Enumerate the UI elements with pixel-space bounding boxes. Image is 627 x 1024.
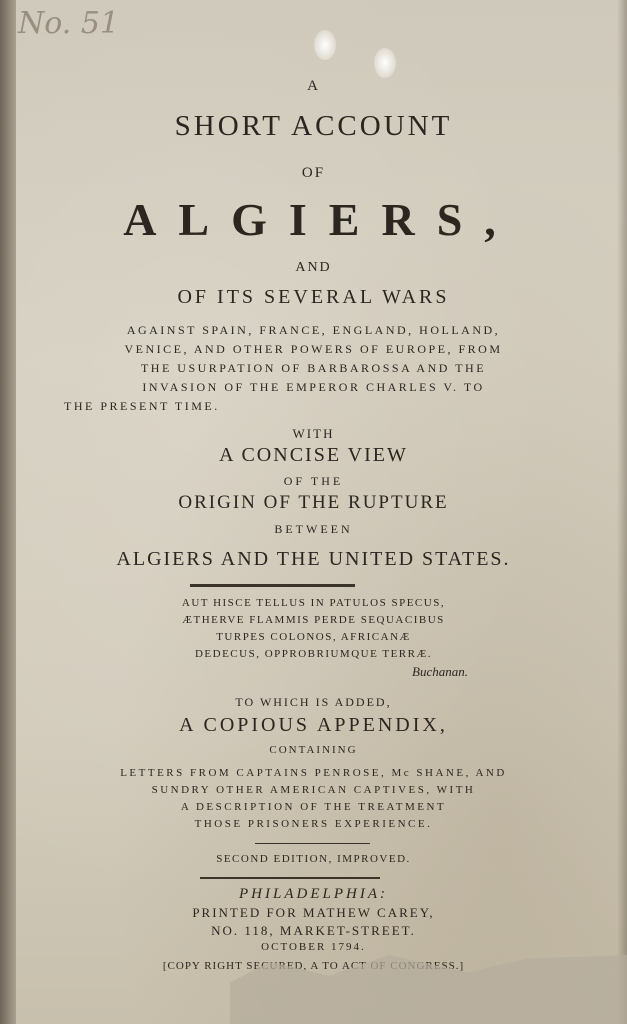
epigraph-author: Buchanan. bbox=[412, 664, 468, 679]
title-algiers: ALGIERS, bbox=[123, 194, 518, 245]
appendix-line: THOSE PRISONERS EXPERIENCE. bbox=[194, 818, 433, 830]
subtitle-line: THE USURPATION OF BARBAROSSA AND THE bbox=[140, 361, 487, 375]
epigraph-line: TURPES COLONOS, AFRICANÆ bbox=[216, 631, 411, 643]
appendix-added: TO WHICH IS ADDED, bbox=[235, 695, 392, 709]
title-several-wars: OF ITS SEVERAL WARS bbox=[177, 286, 450, 308]
title-and: AND bbox=[295, 260, 332, 275]
concise-of-the: OF THE bbox=[283, 474, 344, 488]
title-a: A bbox=[307, 78, 320, 94]
appendix-copious: A COPIOUS APPENDIX, bbox=[179, 714, 448, 736]
subtitle-line: THE PRESENT TIME. bbox=[64, 399, 220, 413]
epigraph-line: AUT HISCE TELLUS IN PATULOS SPECUS, bbox=[181, 597, 446, 609]
appendix-line: LETTERS FROM CAPTAINS PENROSE, Mc SHANE, AND bbox=[120, 767, 507, 779]
concise-with: WITH bbox=[292, 426, 335, 441]
imprint-city: PHILADELPHIA: bbox=[239, 886, 388, 902]
edition: SECOND EDITION, IMPROVED. bbox=[216, 853, 411, 865]
title-of: OF bbox=[301, 165, 326, 181]
epigraph-line: ÆTHERVE FLAMMIS PERDE SEQUACIBUS bbox=[182, 614, 445, 626]
appendix-line: SUNDRY OTHER AMERICAN CAPTIVES, WITH bbox=[151, 784, 476, 796]
subtitle-line: AGAINST SPAIN, FRANCE, ENGLAND, HOLLAND, bbox=[126, 323, 501, 337]
subtitle-line: VENICE, AND OTHER POWERS OF EUROPE, FROM bbox=[124, 342, 503, 356]
concise-united-states: ALGIERS AND THE UNITED STATES. bbox=[116, 548, 511, 570]
epigraph-line: DEDECUS, OPPROBRIUMQUE TERRÆ. bbox=[194, 648, 433, 660]
imprint-copyright: [COPY RIGHT SECURED, A TO ACT OF CONGRESS.] bbox=[162, 960, 465, 972]
imprint-date: OCTOBER 1794. bbox=[261, 941, 366, 953]
appendix-line: A DESCRIPTION OF THE TREATMENT bbox=[180, 801, 447, 813]
concise-origin: ORIGIN OF THE RUPTURE bbox=[178, 492, 449, 513]
imprint-printer: PRINTED FOR MATHEW CAREY, bbox=[192, 905, 435, 920]
concise-between: BETWEEN bbox=[274, 522, 353, 536]
divider-rule bbox=[190, 584, 355, 587]
subtitle-line: INVASION OF THE EMPEROR CHARLES V. TO bbox=[142, 380, 485, 394]
concise-view: A CONCISE VIEW bbox=[219, 444, 408, 466]
imprint-address: NO. 118, MARKET-STREET. bbox=[211, 923, 416, 938]
light-glare bbox=[314, 30, 336, 60]
title-short-account: SHORT ACCOUNT bbox=[174, 110, 453, 142]
divider-rule-long bbox=[200, 877, 380, 879]
appendix-containing: CONTAINING bbox=[269, 744, 358, 756]
divider-rule-short bbox=[255, 843, 370, 844]
handwritten-number: No. 51 bbox=[18, 6, 120, 41]
light-glare bbox=[374, 48, 396, 78]
